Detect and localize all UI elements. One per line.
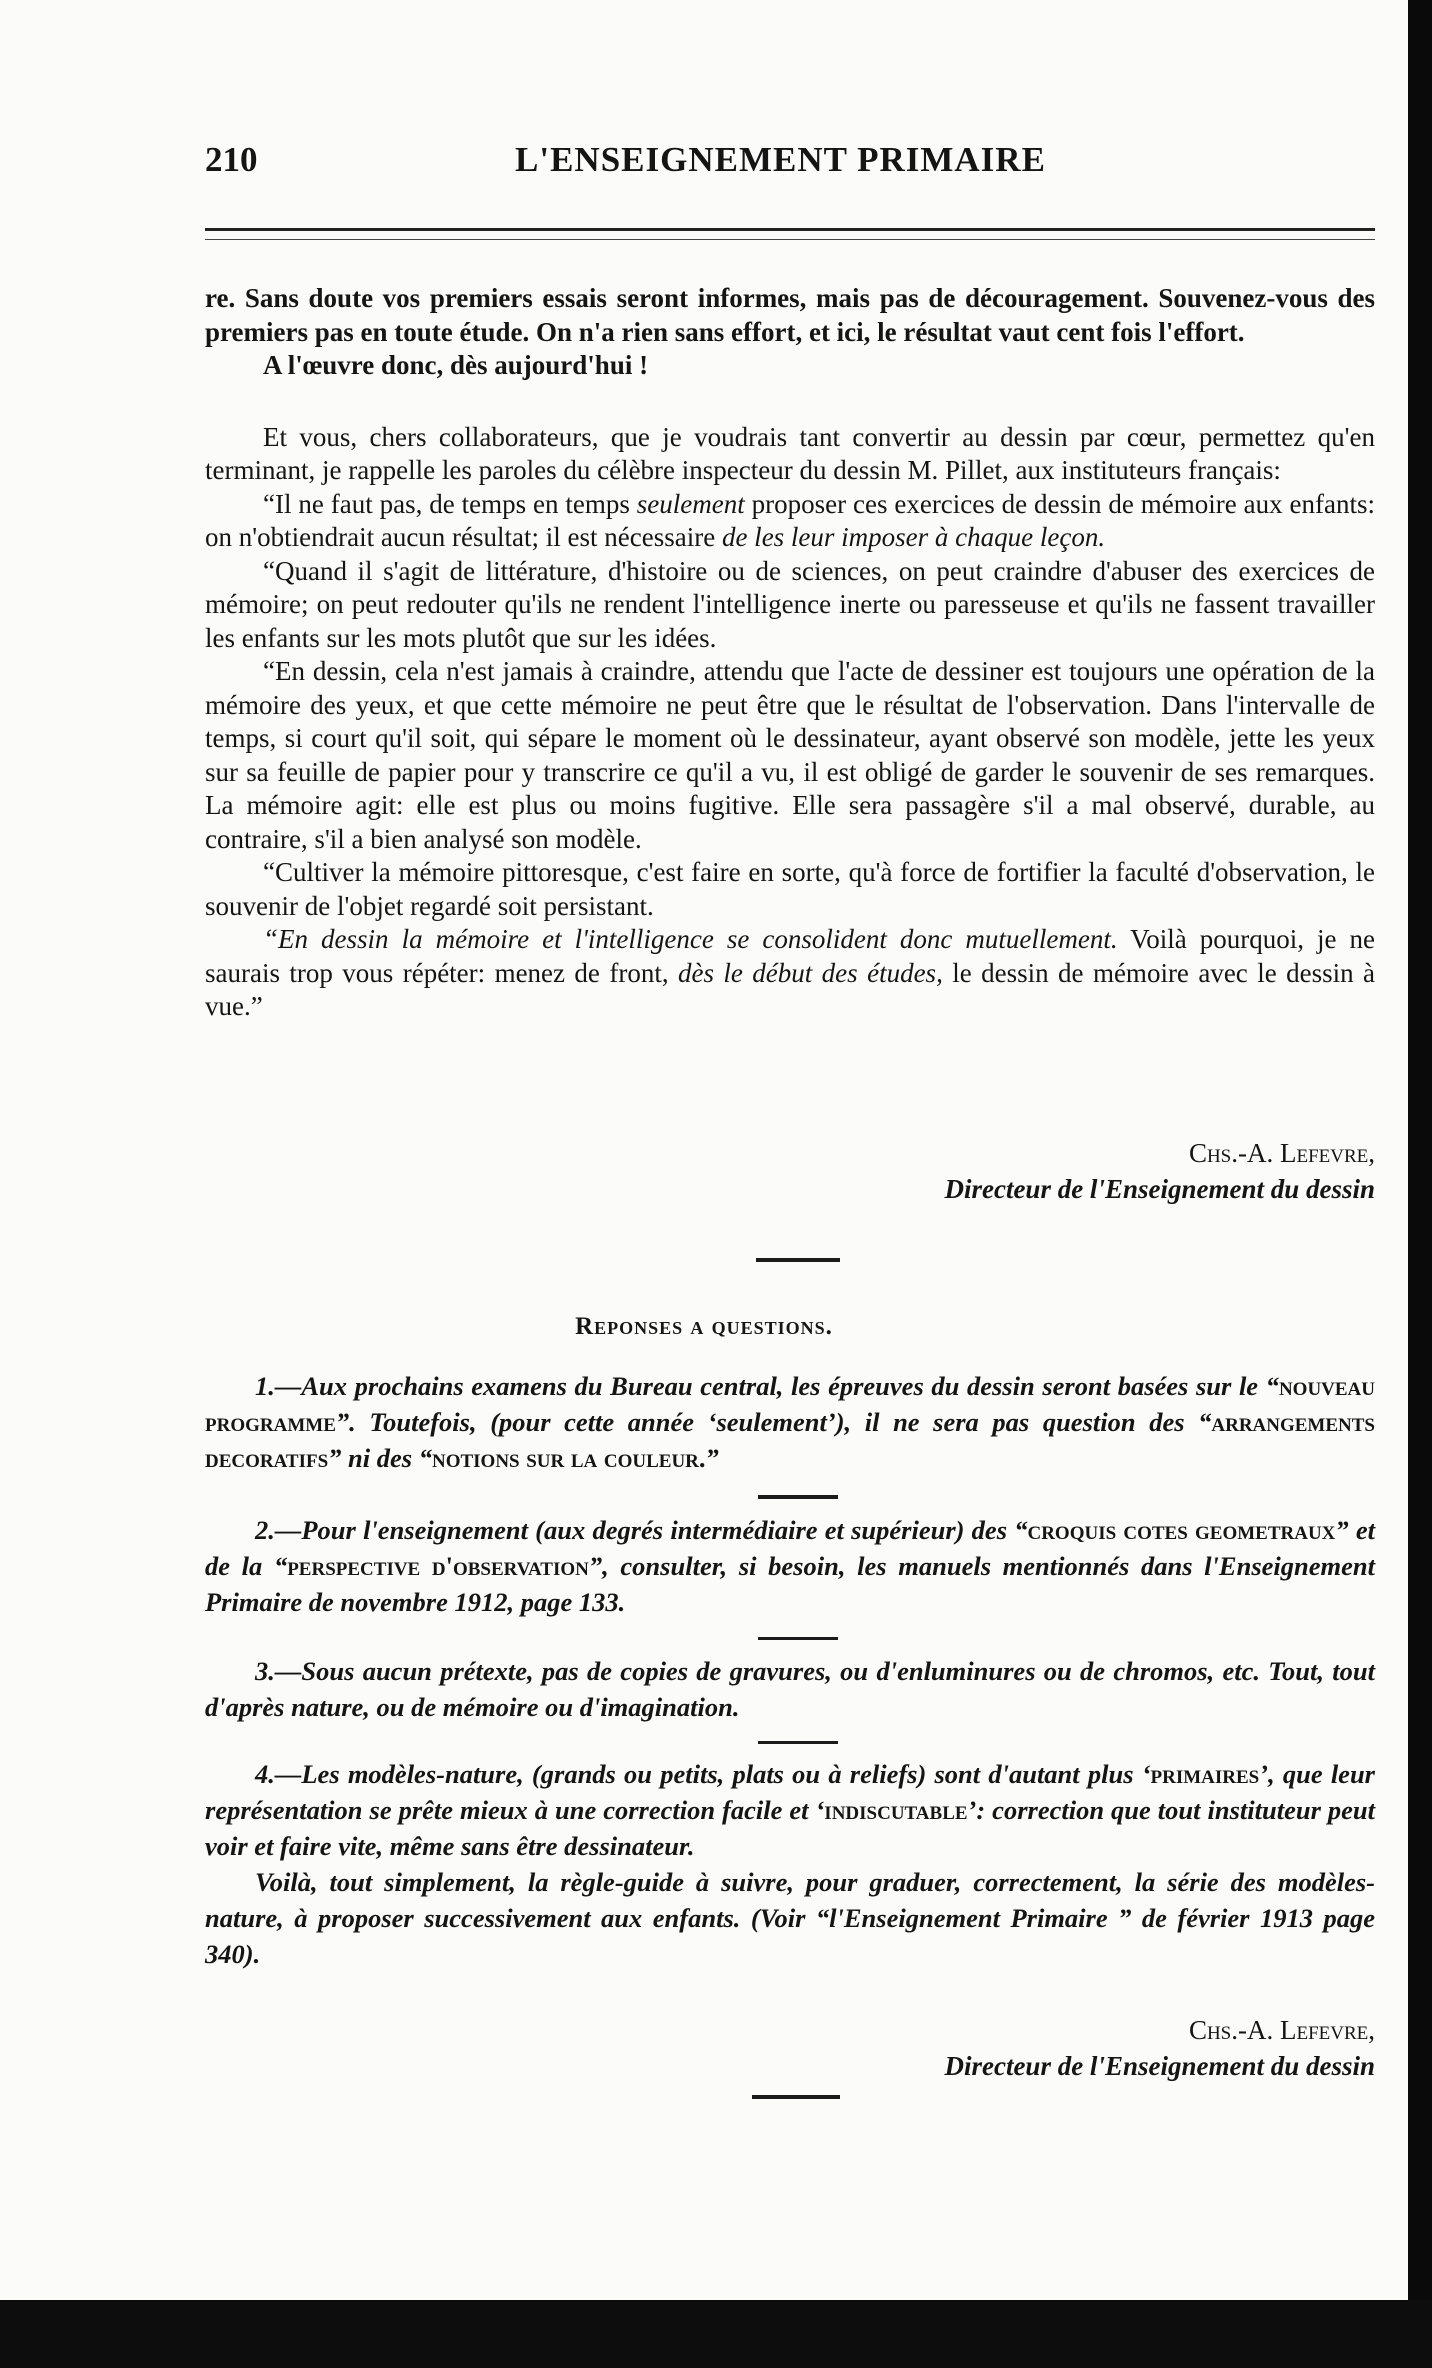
- questions-heading: Reponses a questions.: [575, 1313, 833, 1340]
- answer-4: [205, 1756, 1375, 1972]
- caps-run: notions sur la couleur.: [431, 1443, 706, 1473]
- caps-run: perspective d'observation: [287, 1551, 589, 1581]
- paragraph: 3.—Sous aucun prétexte, pas de copies de gravures, ou d'enluminures ou de chromos, etc. Tout, tout d'après nature, ou de mémoire ou d'imagination.: [205, 1656, 1375, 1722]
- quote-paragraph: “En dessin, cela n'est jamais à craindre, attendu que l'acte de dessiner est toujours une opération de la mémoire des yeux, et que cette mémoire ne peut être que le résultat de l'observation. Dans l'intervalle de temps, si court qu'il soit, qui sépare le moment où le dessinateur, ayant observé son modèle, jette les yeux sur sa feuille de papier pour y transcrire ce qu'il a vu, il est obligé de garder le souvenir de ses remarques. La mémoire agit: elle est plus ou moins fugitive. Elle sera passagère s'il a mal observé, durable, au contraire, s'il a bien analysé son modèle.: [205, 656, 1375, 854]
- text-run: 2.—Pour l'enseignement (aux degrés intermédiaire et supérieur) des “: [255, 1515, 1028, 1545]
- text-run: ” ni des “: [328, 1443, 432, 1473]
- article-body: [205, 282, 1375, 1024]
- quote-paragraph: [205, 488, 1375, 555]
- quote-paragraph: “Quand il s'agit de littérature, d'histoire ou de sciences, on peut craindre d'abuser des exercices de mémoire; on peut redouter qu'ils ne rendent l'intelligence inerte ou paresseuse et qu'ils ne fassent travailler les enfants sur les mots plutôt que sur les idées.: [205, 555, 1375, 653]
- text-run: le dessin de mémoire avec le dessin à vue.”: [205, 957, 1375, 1021]
- signature-block-2: [944, 2012, 1375, 2084]
- caps-run: arrangements decoratifs: [205, 1407, 1375, 1473]
- caps-run: primaires: [1150, 1759, 1260, 1789]
- italic-run: seulement: [636, 488, 745, 519]
- end-divider: [752, 2095, 840, 2099]
- caps-run: croquis cotes geometraux: [1027, 1515, 1336, 1545]
- signature-name: Chs.-A. Lefevre,: [1188, 1138, 1375, 1168]
- signature-block: [944, 1135, 1375, 1207]
- text-run: ”. Toutefois, (pour cette année ‘seulement’), il ne sera pas question des “: [335, 1407, 1212, 1437]
- signature-title: Directeur de l'Enseignement du dessin: [944, 2051, 1375, 2081]
- paragraph: A l'œuvre donc, dès aujourd'hui !: [263, 350, 649, 380]
- text-run: ”, consulter, si besoin, les manuels mentionnés dans l'Enseignement Primaire de novembre 1912, page 133.: [205, 1551, 1375, 1617]
- quote-paragraph: “Cultiver la mémoire pittoresque, c'est faire en sorte, qu'à force de fortifier la faculté d'observation, le souvenir de l'objet regardé soit persistant.: [205, 857, 1375, 921]
- signature-title: Directeur de l'Enseignement du dessin: [944, 1174, 1375, 1204]
- header-rule: [205, 228, 1375, 240]
- paragraph: re. Sans doute vos premiers essais seront informes, mais pas de découragement. Souvenez-vous des premiers pas en toute étude. On n'a rien sans effort, et ici, le résultat vaut cent fois l'effort.: [205, 283, 1375, 347]
- text-run: “Il ne faut pas, de temps en temps: [263, 488, 637, 519]
- section-divider: [756, 1258, 840, 1262]
- text-run: ” et de la “: [205, 1515, 1375, 1581]
- text-run: 4.—Les modèles-nature, (grands ou petits, plats ou à reliefs) sont d'autant plus ‘: [255, 1759, 1151, 1789]
- caps-run: nouveau programme: [205, 1371, 1375, 1437]
- text-run: ’: correction que tout instituteur peut voir et faire vite, même sans être dessinateur.: [205, 1795, 1375, 1861]
- scan-border-bottom: [0, 2300, 1432, 2368]
- running-title: L'ENSEIGNEMENT PRIMAIRE: [515, 140, 1046, 179]
- paragraph: Voilà, tout simplement, la règle-guide à suivre, pour graduer, correctement, la série des modèles-nature, à proposer successivement aux enfants. (Voir “l'Enseignement Primaire ” de février 1913 page 340).: [205, 1867, 1375, 1969]
- answer-1: [205, 1368, 1375, 1476]
- answer-divider: [758, 1495, 838, 1499]
- answer-3: [205, 1653, 1375, 1725]
- paragraph: Et vous, chers collaborateurs, que je voudrais tant convertir au dessin par cœur, permettez qu'en terminant, je rappelle les paroles du célèbre inspecteur du dessin M. Pillet, aux instituteurs français:: [205, 421, 1375, 485]
- scan-border-right: [1408, 0, 1432, 2368]
- italic-run: “En dessin la mémoire et l'intelligence se consolident donc mutuellement.: [263, 924, 1118, 954]
- quote-paragraph: [205, 923, 1375, 1024]
- signature-name: Chs.-A. Lefevre,: [1188, 2015, 1375, 2045]
- text-run: ”: [705, 1443, 719, 1473]
- text-run: Voilà pourquoi, je ne saurais trop vous répéter: menez de front,: [205, 924, 1375, 988]
- caps-run: indiscutable: [824, 1795, 968, 1825]
- text-run: ’, que leur représentation se prête mieux à une correction facile et ‘: [205, 1759, 1375, 1825]
- answer-2: [205, 1512, 1375, 1620]
- page-number: 210: [205, 140, 258, 179]
- answer-divider: [758, 1637, 838, 1640]
- answer-divider: [758, 1741, 838, 1744]
- text-run: proposer ces exercices de dessin de mémoire aux enfants: on n'obtiendrait aucun résultat; il est nécessaire: [205, 488, 1375, 552]
- italic-run: dès le début des études,: [677, 957, 943, 988]
- italic-run: de les leur imposer à chaque leçon.: [721, 522, 1106, 552]
- page-header: [205, 140, 1375, 190]
- text-run: 1.—Aux prochains examens du Bureau central, les épreuves du dessin seront basées sur le “: [255, 1371, 1279, 1401]
